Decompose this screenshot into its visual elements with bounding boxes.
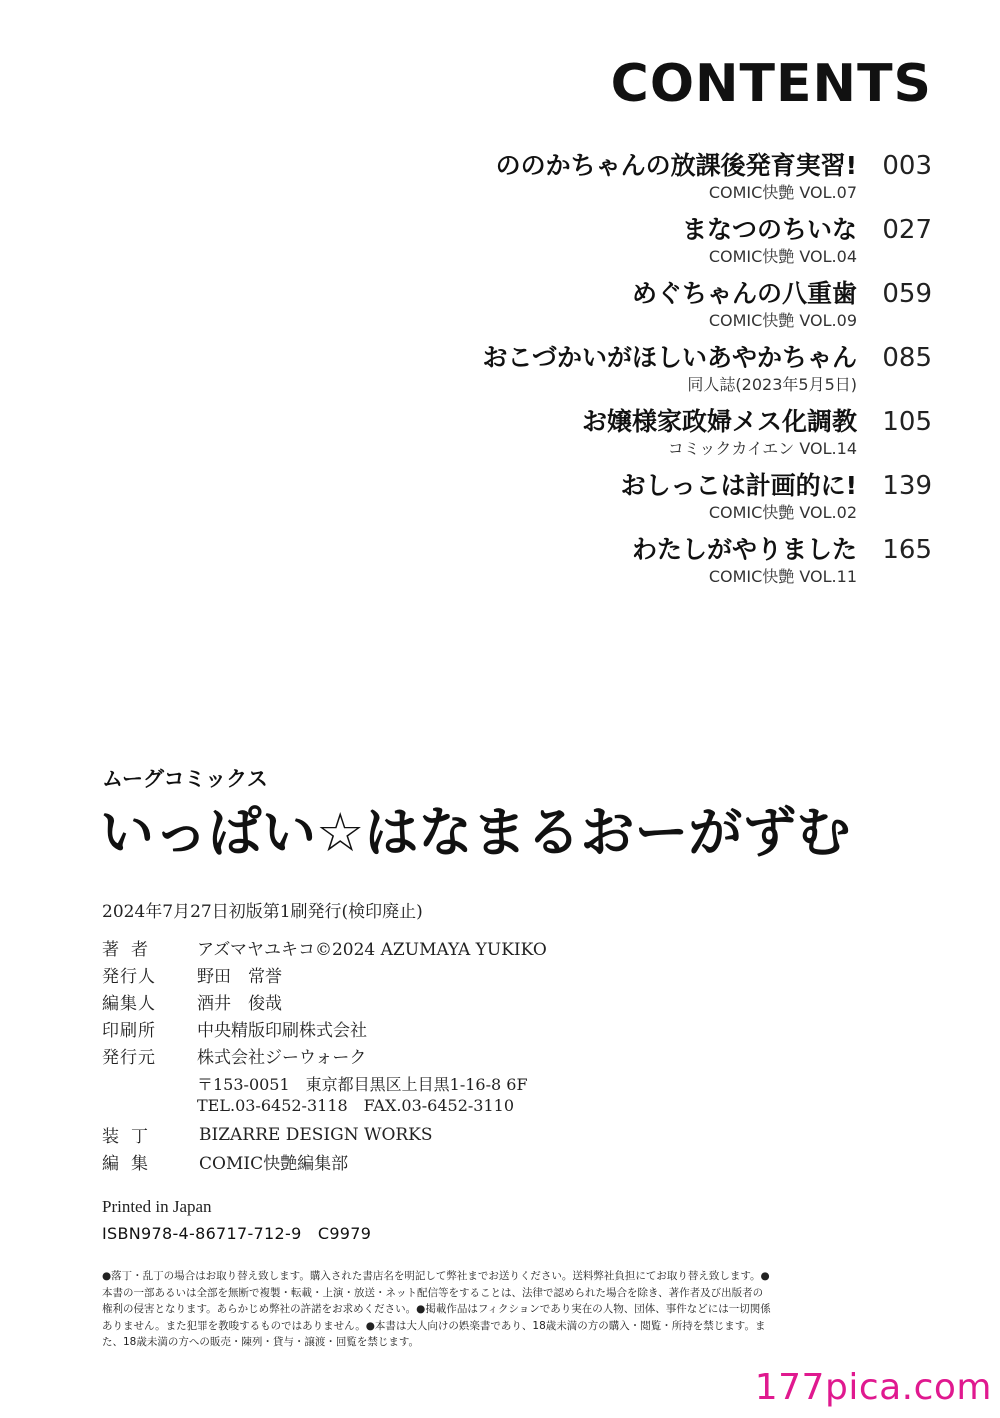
credit-value: アズマヤユキコ©2024 AZUMAYA YUKIKO <box>197 940 547 960</box>
contents-entry <box>372 148 932 212</box>
credit-value: 中央精版印刷株式会社 <box>197 1021 367 1041</box>
credit-row <box>102 934 702 961</box>
contents-entry <box>372 212 932 276</box>
credit-label: 装丁 <box>102 1127 160 1147</box>
credit-value: BIZARRE DESIGN WORKS <box>199 1124 433 1145</box>
isbn: ISBN978-4-86717-712-9 C9979 <box>102 1224 372 1243</box>
entry-title: おしっこは計画的に! <box>620 471 857 500</box>
design-credits <box>102 1121 702 1175</box>
contents-entry <box>372 532 932 596</box>
imprint-label: ムーグコミックス <box>102 767 268 791</box>
entry-page: 165 <box>882 535 932 565</box>
contents-entry <box>372 404 932 468</box>
entry-page: 059 <box>882 279 932 309</box>
credit-row <box>102 1015 702 1042</box>
entry-source: コミックカイエン VOL.14 <box>667 439 857 458</box>
contents-entry <box>372 276 932 340</box>
entry-page: 085 <box>882 343 932 373</box>
entry-title: まなつのちいな <box>681 215 857 244</box>
contents-entry <box>372 340 932 404</box>
entry-title: おこづかいがほしいあやかちゃん <box>482 343 857 372</box>
entry-title: お嬢様家政婦メス化調教 <box>581 407 857 436</box>
entry-page: 003 <box>882 151 932 181</box>
address-line: 〒153-0051 東京都目黒区上目黒1-16-8 6F <box>197 1075 528 1094</box>
legal-notice: ●落丁・乱丁の場合はお取り替え致します。購入された書店名を明記して弊社までお送りください。送料弊社負担にてお取り替え致します。●本書の一部あるいは全部を無断で複製・転載・上演・放送・ネット配信等をすることは、法律で認められた場合を除き、著作者及び出版者の権利の侵害となります。あらかじめ弊社の許諾をお求めください。●掲載作品はフィクションであり実在の人物、団体、事件などには一切関係ありません。また犯罪を教唆するものではありません。●本書は大人向けの娯楽書であり、18歳未満の方の購入・閲覧・所持を禁じます。また、18歳未満の方への販売・陳列・貸与・譲渡・回覧を禁じます。 <box>102 1270 771 1348</box>
entry-source: COMIC快艶 VOL.09 <box>708 311 857 330</box>
credit-row <box>102 1148 702 1175</box>
entry-page: 105 <box>882 407 932 437</box>
credit-value: 野田 常誉 <box>197 967 282 987</box>
entry-title: めぐちゃんの八重歯 <box>631 279 857 308</box>
watermark: 177pica.com <box>754 1367 992 1408</box>
printed-in: Printed in Japan <box>102 1197 212 1216</box>
credit-label: 印刷所 <box>102 1021 156 1041</box>
entry-source: 同人誌(2023年5月5日) <box>687 375 857 394</box>
credits-list <box>102 934 702 1069</box>
credit-label: 編集人 <box>102 994 156 1014</box>
phone-line: TEL.03-6452-3118 FAX.03-6452-3110 <box>197 1096 515 1115</box>
credit-value: 株式会社ジーウォーク <box>197 1048 367 1068</box>
publisher-address <box>197 1074 528 1116</box>
entry-title: わたしがやりました <box>631 535 857 564</box>
credit-row <box>102 1121 702 1148</box>
entry-source: COMIC快艶 VOL.11 <box>708 567 857 586</box>
credit-row <box>102 961 702 988</box>
credit-value: COMIC快艶編集部 <box>199 1154 349 1174</box>
entry-title: ののかちゃんの放課後発育実習! <box>495 151 857 180</box>
entry-page: 027 <box>882 215 932 245</box>
credit-row <box>102 1042 702 1069</box>
credit-row <box>102 988 702 1015</box>
contents-entry <box>372 468 932 532</box>
first-edition-date: 2024年7月27日初版第1刷発行(検印廃止) <box>102 902 423 922</box>
credit-label: 編集 <box>102 1154 160 1174</box>
entry-source: COMIC快艶 VOL.02 <box>708 503 857 522</box>
credit-value: 酒井 俊哉 <box>197 994 282 1014</box>
credit-label: 発行人 <box>102 967 156 987</box>
credit-label: 著者 <box>102 940 160 960</box>
entry-source: COMIC快艶 VOL.04 <box>708 247 857 266</box>
contents-heading: CONTENTS <box>610 54 932 114</box>
entry-page: 139 <box>882 471 932 501</box>
book-title: いっぱい☆はなまるおーがずむ <box>100 801 851 864</box>
credit-label: 発行元 <box>102 1048 156 1068</box>
entry-source: COMIC快艶 VOL.07 <box>708 183 857 202</box>
contents-list <box>372 148 932 596</box>
